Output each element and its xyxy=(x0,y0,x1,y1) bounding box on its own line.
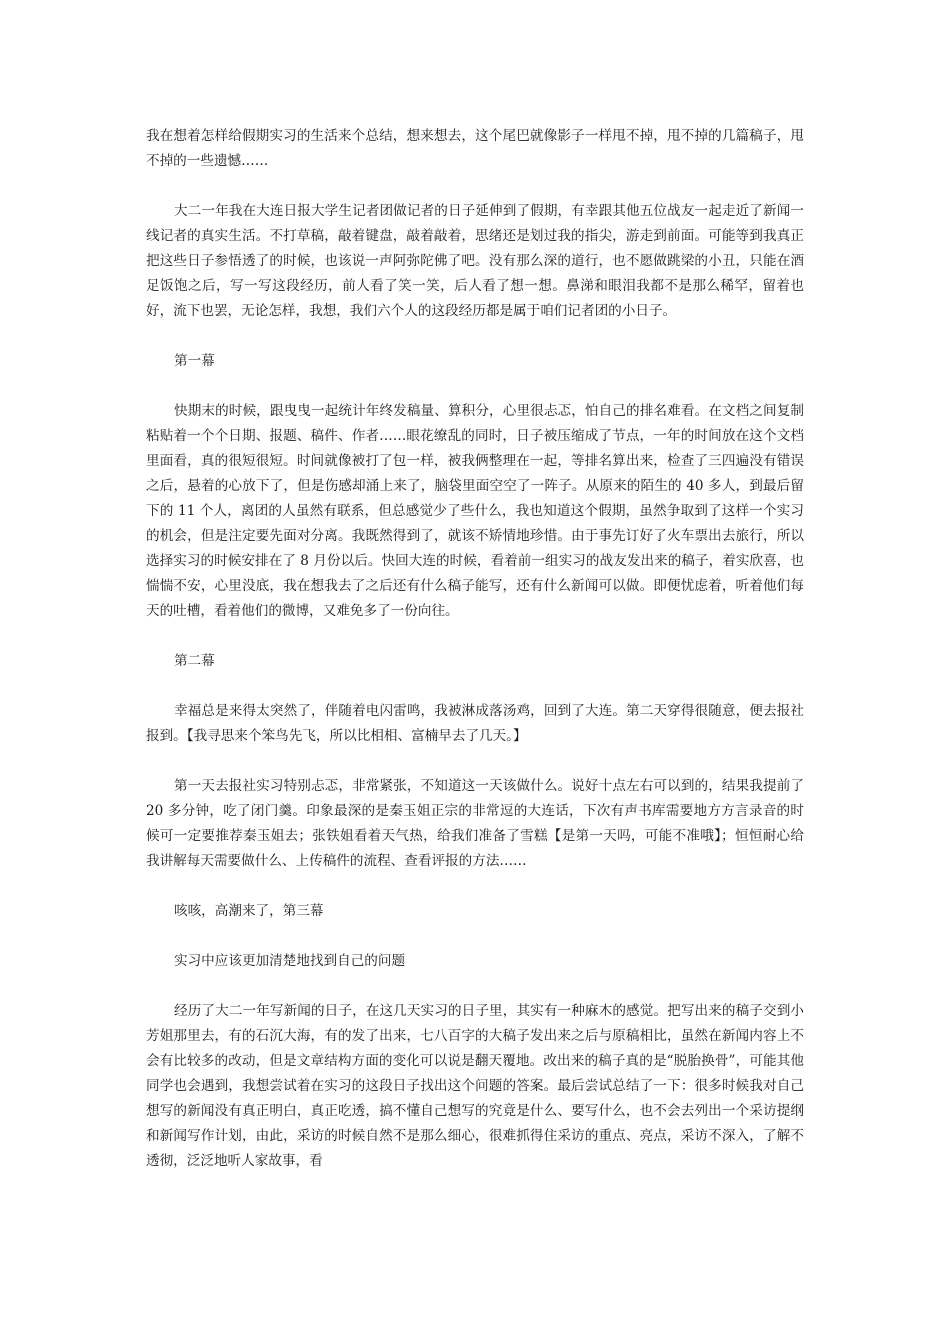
act-two-paragraph-1: 幸福总是来得太突然了，伴随着电闪雷鸣，我被淋成落汤鸡，回到了大连。第二天穿得很随意，便去报社报到。【我寻思来个笨鸟先飞，所以比相相、富楠早去了几天。】 xyxy=(146,703,804,744)
act-one-paragraph: 快期末的时候，跟曳曳一起统计年终发稿量、算积分，心里很忐忑，怕自己的排名难看。在文档之间复制粘贴着一个个日期、报题、稿件、作者……眼花缭乱的同时，日子被压缩成了节点，一年的时间放在这个文档里面看，真的很短很短。时间就像被打了包一样，被我俩整理在一起，等排名算出来，检查了三四遍没有错误之后，悬着的心放下了，但是伤感却涌上来了，脑袋里面空空了一阵子。从原来的陌生的 40 多人，到最后留下的 11 个人，离团的人虽然有联系，但总感觉少了些什么，我也知道这个假期，虽然争取到了这样一个实习的机会，但是注定要先面对分离。我既然得到了，就该不矫情地珍惜。由于事先订好了火车票出去旅行，所以选择实习的时候安排在了 8 月份以后。快回大连的时候，看着前一组实习的战友发出来的稿子，着实欣喜，也惴惴不安，心里没底，我在想我去了之后还有什么稿子能写，还有什么新闻可以做。即便忧虑着，听着他们每天的吐槽，看着他们的微博，又难免多了一份向往。 xyxy=(146,403,804,619)
intro-paragraph: 我在想着怎样给假期实习的生活来个总结，想来想去，这个尾巴就像影子一样甩不掉，甩不掉的几篇稿子，甩不掉的一些遗憾…… xyxy=(146,128,804,169)
background-paragraph: 大二一年我在大连日报大学生记者团做记者的日子延伸到了假期，有幸跟其他五位战友一起走近了新闻一线记者的真实生活。不打草稿，敲着键盘，敲着敲着，思绪还是划过我的指尖，游走到前面。可能等到我真正把这些日子参悟透了的时候，也该说一声阿弥陀佛了吧。没有那么深的道行，也不愿做跳梁的小丑，只能在酒足饭饱之后，写一写这段经历，前人看了笑一笑，后人看了想一想。鼻涕和眼泪我都不是那么稀罕，留着也好，流下也罢，无论怎样，我想，我们六个人的这段经历都是属于咱们记者团的小日子。 xyxy=(146,203,804,319)
section-heading-act-three: 咳咳，高潮来了，第三幕 xyxy=(174,903,324,919)
document-page xyxy=(146,124,804,1199)
section-heading-act-one: 第一幕 xyxy=(174,353,215,369)
section-heading-act-two: 第二幕 xyxy=(174,653,215,669)
act-two-paragraph-2: 第一天去报社实习特别忐忑，非常紧张，不知道这一天该做什么。说好十点左右可以到的，结果我提前了 20 多分钟，吃了闭门羹。印象最深的是秦玉姐正宗的非常逗的大连话，下次有声书库需要地方方言录音的时候可一定要推荐秦玉姐去；张铁姐看着天气热，给我们准备了雪糕【是第一天吗，可能不准哦】；恒恒耐心给我讲解每天需要做什么、上传稿件的流程、查看评报的方法…… xyxy=(146,778,804,869)
act-three-paragraph: 经历了大二一年写新闻的日子，在这几天实习的日子里，其实有一种麻木的感觉。把写出来的稿子交到小芳姐那里去，有的石沉大海，有的发了出来，七八百字的大稿子发出来之后与原稿相比，虽然在新闻内容上不会有比较多的改动，但是文章结构方面的变化可以说是翻天覆地。改出来的稿子真的是“脱胎换骨”，可能其他同学也会遇到，我想尝试着在实习的这段日子找出这个问题的答案。最后尝试总结了一下：很多时候我对自己想写的新闻没有真正明白，真正吃透，搞不懂自己想写的究竟是什么、要写什么，也不会去列出一个采访提纲和新闻写作计划，由此，采访的时候自然不是那么细心，很难抓得住采访的重点、亮点，采访不深入，了解不透彻，泛泛地听人家故事，看 xyxy=(146,1003,804,1169)
subsection-heading: 实习中应该更加清楚地找到自己的问题 xyxy=(174,953,406,969)
